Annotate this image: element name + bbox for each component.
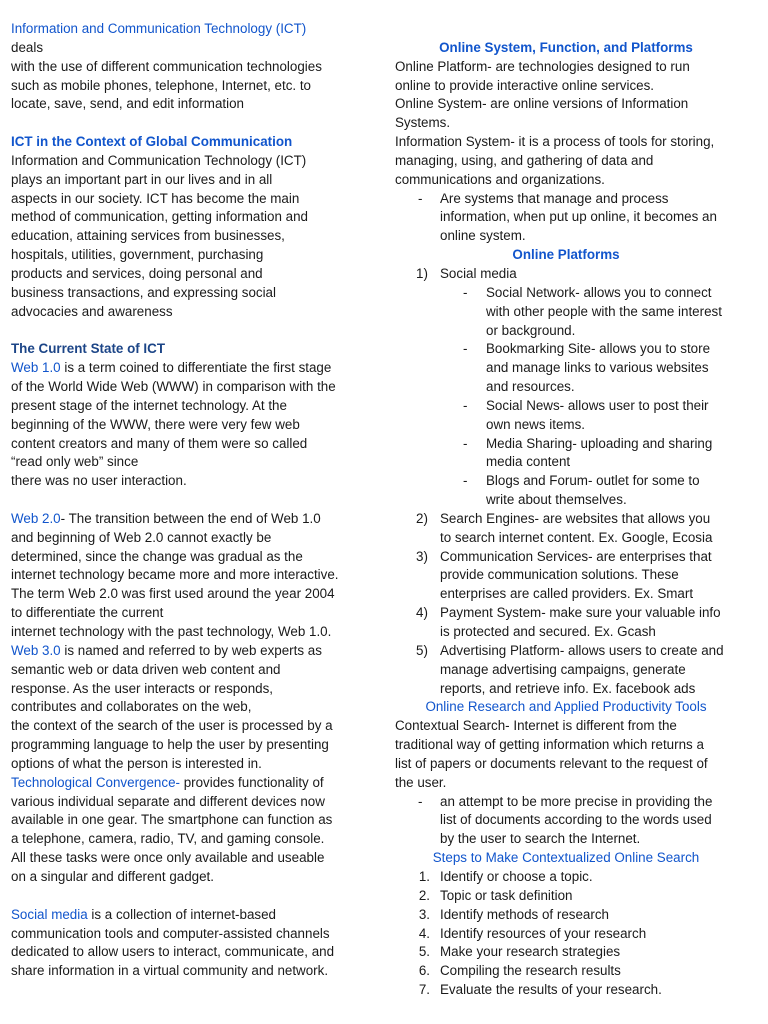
web3-line: response. As the user interacts or responds, <box>11 680 273 696</box>
social-media-line: communication tools and computer-assisted channels <box>11 925 330 941</box>
section-heading-steps: Steps to Make Contextualized Online Search <box>432 850 700 866</box>
web2-line: The term Web 2.0 was first used around the year 2004 <box>11 586 335 602</box>
social-subitem: - Blogs and Forum- outlet for some to write about themselves. <box>463 473 700 508</box>
right-column <box>395 20 737 1000</box>
section-heading-online-systems: Online System, Function, and Platforms <box>439 39 693 55</box>
platform-item: 2) Search Engines- are websites that allows you to search internet content. Ex. Google, Ecosia <box>416 510 713 545</box>
ict-line: such as mobile phones, telephone, Internet, etc. to <box>11 77 311 93</box>
dash-marker: - <box>463 473 468 489</box>
web2-line: internet technology became more and more interactive. <box>11 567 339 583</box>
web1-line: content creators and many of them were so called <box>11 435 308 451</box>
web2-term: Web 2.0 <box>11 510 61 526</box>
web2-line: and beginning of Web 2.0 cannot exactly be <box>11 529 272 545</box>
convergence-line: available in one gear. The smartphone can function as <box>11 812 333 828</box>
step-item: 5. Make your research strategies <box>418 944 621 960</box>
convergence-term: Technological Convergence- <box>11 774 180 790</box>
platform-item: 3) Communication Services- are enterprises that provide communication solutions. These enterprises are called providers. Ex. Smart <box>416 548 712 602</box>
section-heading-state: The Current State of ICT <box>11 341 165 357</box>
web2-line: determined, since the change was gradual as the <box>11 548 303 564</box>
systems-line: Online Platform- are technologies designed to run <box>395 58 690 74</box>
global-line: Information and Communication Technology (ICT) <box>11 152 307 168</box>
convergence-line: All these tasks were once only available and useable <box>11 850 325 866</box>
global-line: education, attaining services from businesses, <box>11 228 285 244</box>
web2-first-line: Web 2.0- The transition between the end of Web 1.0 <box>11 510 321 526</box>
global-line: aspects in our society. ICT has become the main <box>11 190 300 206</box>
social-subitem: - Bookmarking Site- allows you to store and manage links to various websites and resources. <box>463 341 711 395</box>
systems-line: online to provide interactive online services. <box>395 77 655 93</box>
social-subitem: - Media Sharing- uploading and sharing media content <box>463 435 713 470</box>
dash-marker: - <box>418 793 423 809</box>
research-line: list of papers or documents relevant to the request of <box>395 755 708 771</box>
web1-line: there was no user interaction. <box>11 473 187 489</box>
web3-line: semantic web or data driven web content and <box>11 661 281 677</box>
web3-line: programming language to help the user by presenting <box>11 737 329 753</box>
section-heading-online-research: Online Research and Applied Productivity Tools <box>425 699 707 715</box>
list-number: 2) <box>416 510 428 526</box>
section-heading-online-platforms: Online Platforms <box>512 247 620 263</box>
section-heading-global: ICT in the Context of Global Communication <box>11 134 293 150</box>
global-line: products and services, doing personal and <box>11 265 263 281</box>
global-line: hospitals, utilities, government, purchasing <box>11 247 264 263</box>
step-item: 4. Identify resources of your research <box>418 925 647 941</box>
research-line: the user. <box>395 774 447 790</box>
list-number: 4) <box>416 605 428 621</box>
dash-marker: - <box>418 190 423 206</box>
research-line: traditional way of getting information which returns a <box>395 737 704 753</box>
left-column <box>11 20 356 981</box>
web3-line: contributes and collaborates on the web, <box>11 699 252 715</box>
systems-line: Systems. <box>395 115 451 131</box>
social-subitem: - Social News- allows user to post their own news items. <box>463 397 709 432</box>
systems-line: managing, using, and gathering of data and <box>395 152 654 168</box>
web1-first-line: Web 1.0 is a term coined to differentiate the first stage <box>11 360 332 376</box>
web1-line: of the World Wide Web (WWW) in comparison with the <box>11 379 336 395</box>
social-media-line: dedicated to allow users to interact, communicate, and <box>11 944 335 960</box>
ict-line: locate, save, send, and edit information <box>11 96 244 112</box>
social-media-term: Social media <box>11 906 88 922</box>
systems-line: Information System- it is a process of tools for storing, <box>395 134 715 150</box>
convergence-line: a telephone, camera, radio, TV, and gaming console. <box>11 831 325 847</box>
dash-marker: - <box>463 284 468 300</box>
step-item: 3. Identify methods of research <box>418 906 609 922</box>
dash-marker: - <box>463 341 468 357</box>
global-line: advocacies and awareness <box>11 303 173 319</box>
convergence-line: on a singular and different gadget. <box>11 868 214 884</box>
web1-line: beginning of the WWW, there were very few web <box>11 416 300 432</box>
web2-line: to differentiate the current <box>11 605 164 621</box>
web1-line: “read only web” since <box>11 454 139 470</box>
convergence-first-line: Technological Convergence- provides functionality of <box>11 774 324 790</box>
convergence-line: various individual separate and different devices now <box>11 793 325 809</box>
research-line: Contextual Search- Internet is different from the <box>395 718 677 734</box>
web3-term: Web 3.0 <box>11 642 61 658</box>
platform-item: 5) Advertising Platform- allows users to create and manage advertising campaigns, generate reports, and retrieve info. Ex. facebook ads <box>416 642 724 696</box>
step-item: 6. Compiling the research results <box>418 963 621 979</box>
global-line: plays an important part in our lives and in all <box>11 171 273 187</box>
ict-line: deals <box>11 39 44 55</box>
research-bullet: - an attempt to be more precise in providing the list of documents according to the words used by the user to search the Internet. <box>418 793 713 847</box>
step-item: 7. Evaluate the results of your research. <box>418 982 662 998</box>
web2-line: internet technology with the past technology, Web 1.0. <box>11 624 332 639</box>
global-line: business transactions, and expressing social <box>11 284 276 300</box>
step-item: 2. Topic or task definition <box>418 887 573 903</box>
web1-line: present stage of the internet technology. At the <box>11 397 287 413</box>
systems-line: Online System- are online versions of Information <box>395 96 689 112</box>
list-number: 5) <box>416 642 428 658</box>
social-subitem: - Social Network- allows you to connect with other people with the same interest or background. <box>463 284 722 338</box>
systems-line: communications and organizations. <box>395 171 605 187</box>
social-media-first-line: Social media is a collection of internet-based <box>11 906 276 922</box>
web3-line: options of what the person is interested in. <box>11 755 262 771</box>
social-media-line: share information in a virtual community and network. <box>11 963 329 979</box>
list-number: 1) <box>416 265 428 281</box>
web1-term: Web 1.0 <box>11 360 61 376</box>
dash-marker: - <box>463 435 468 451</box>
web3-first-line: Web 3.0 is named and referred to by web experts as <box>11 642 322 658</box>
platform-item: 4) Payment System- make sure your valuable info is protected and secured. Ex. Gcash <box>416 605 721 639</box>
ict-term: Information and Communication Technology (ICT) <box>11 21 307 36</box>
list-number: 3) <box>416 548 428 564</box>
web3-line: the context of the search of the user is processed by a <box>11 718 333 734</box>
step-item: 1. Identify or choose a topic. <box>418 868 593 884</box>
global-line: method of communication, getting information and <box>11 209 308 225</box>
ict-line: with the use of different communication technologies <box>11 58 322 74</box>
dash-marker: - <box>463 397 468 413</box>
platform-item: 1) Social media <box>395 265 737 284</box>
systems-bullet: - Are systems that manage and process information, when put up online, it becomes an online system. <box>418 190 717 244</box>
